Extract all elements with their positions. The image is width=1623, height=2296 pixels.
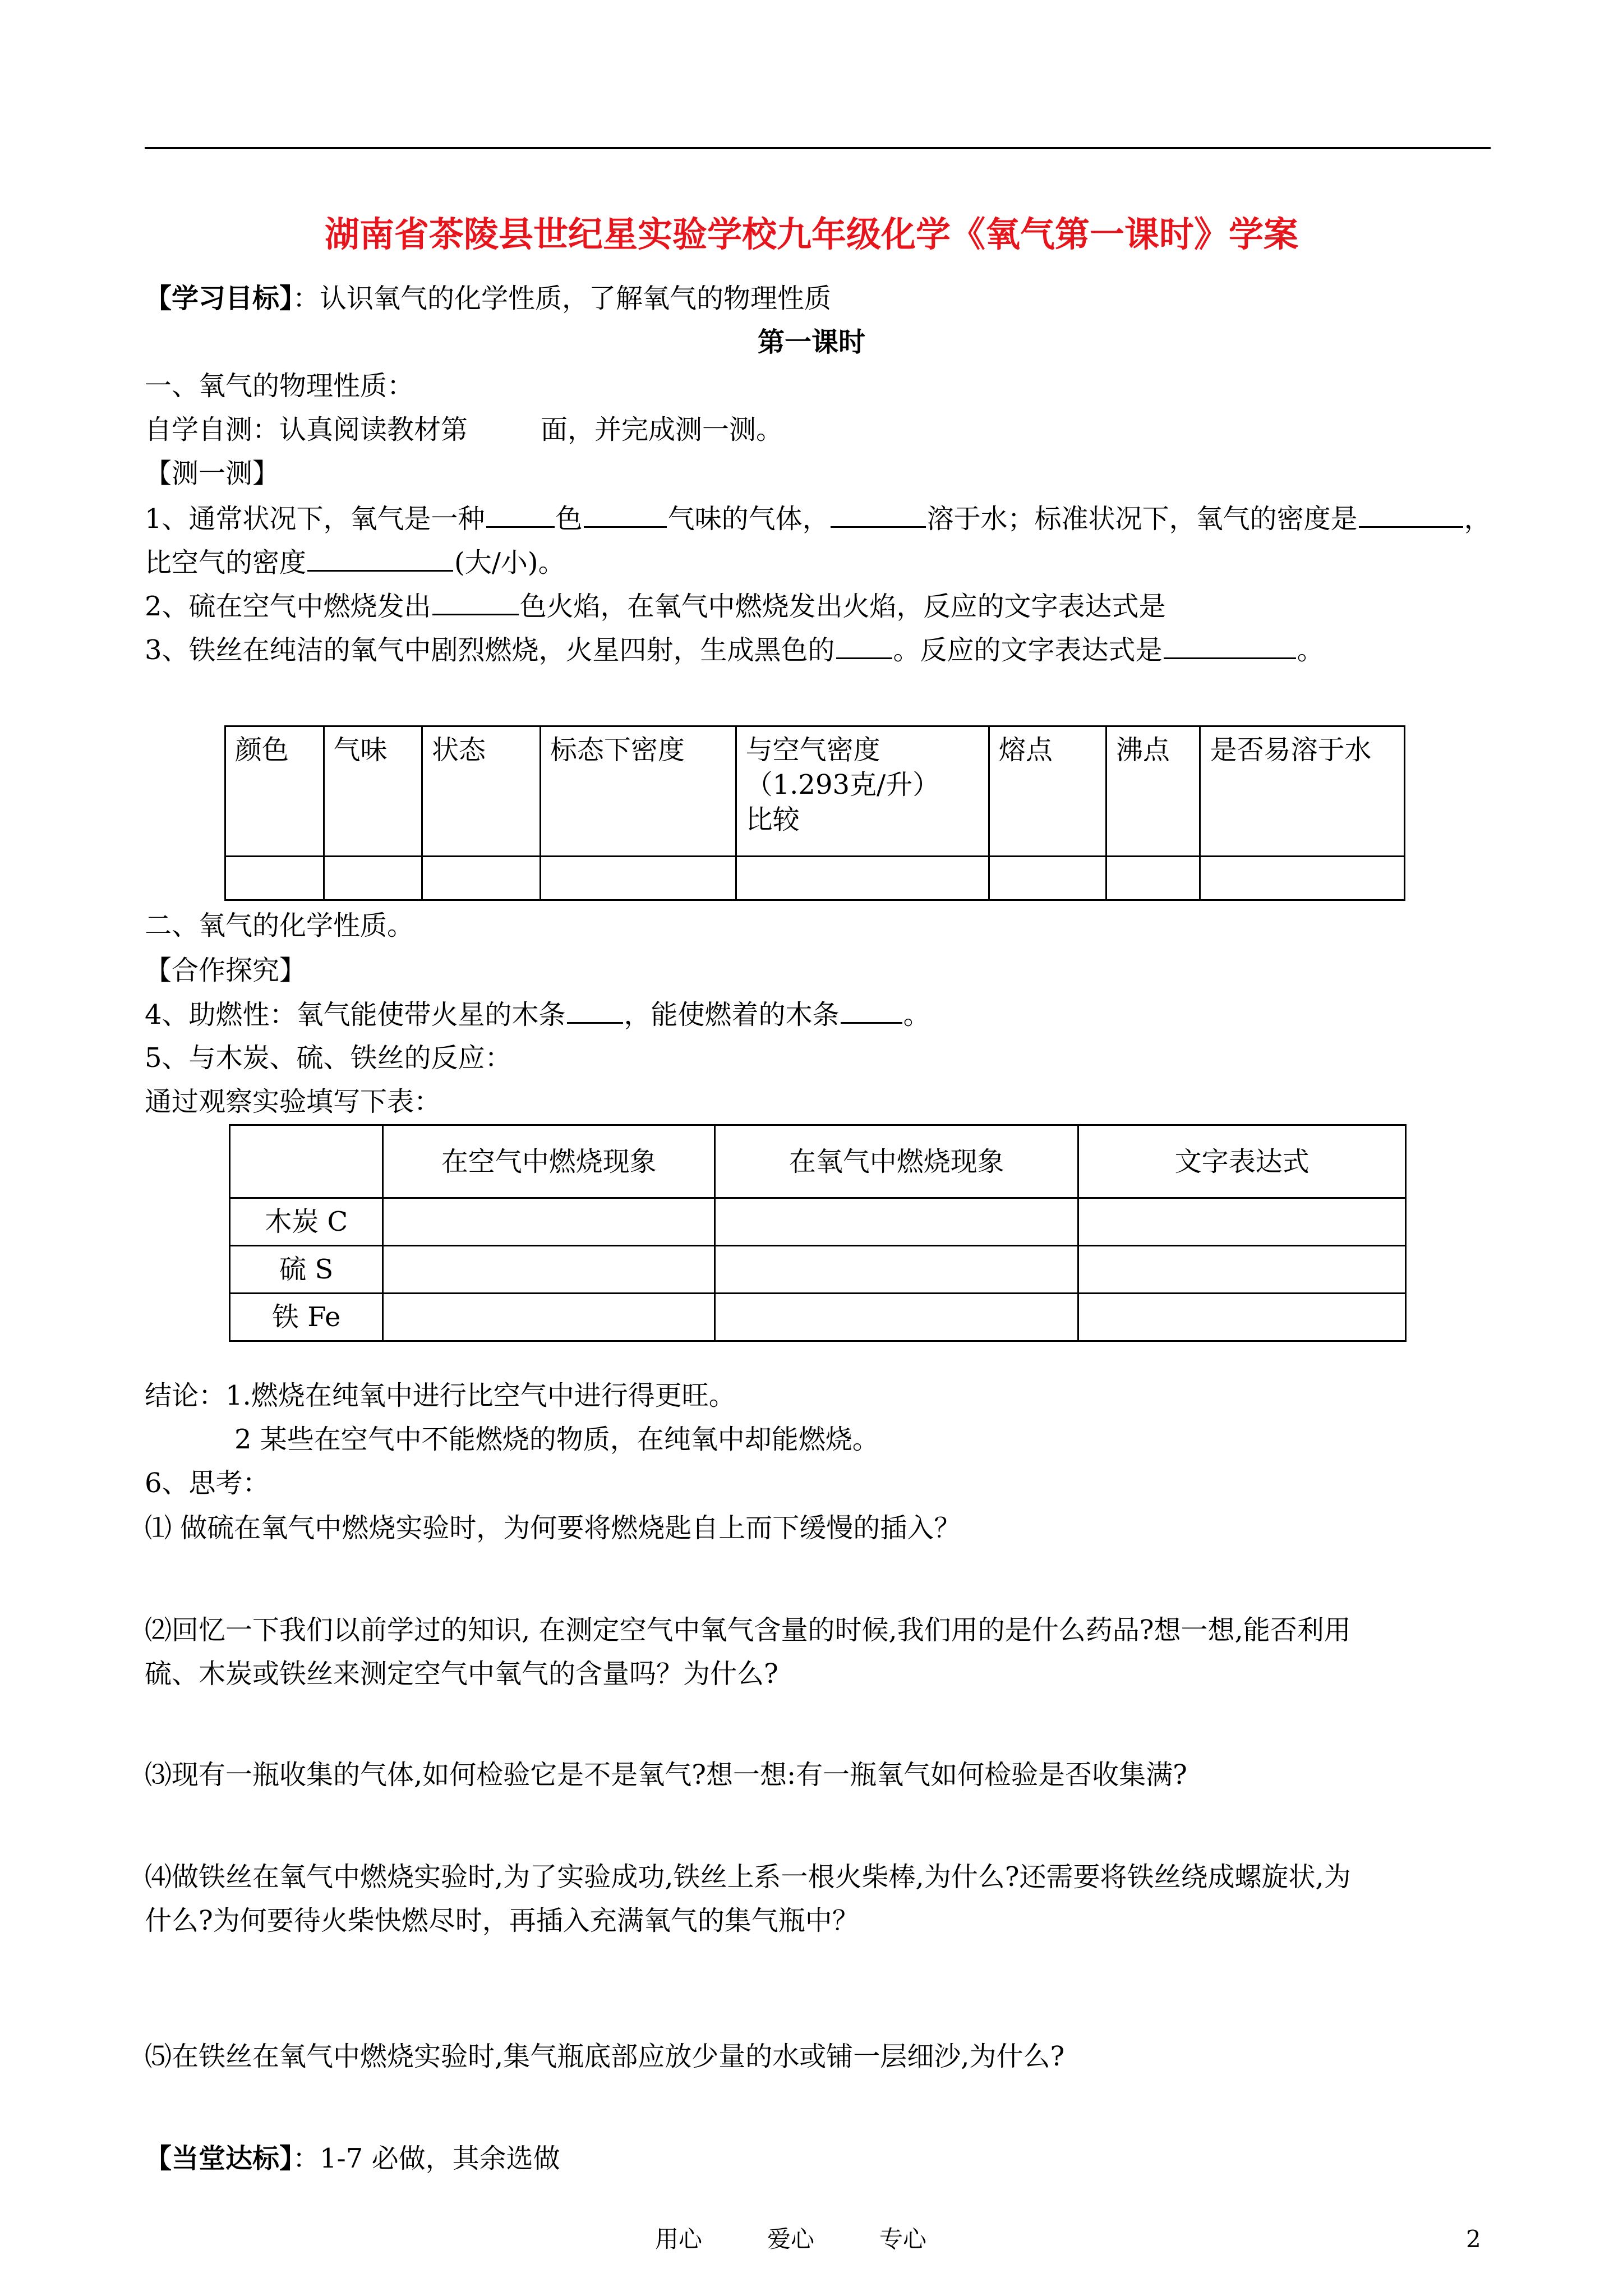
header-solubility: 是否易溶于水 — [1200, 726, 1405, 857]
standard-label: 【当堂达标】 — [145, 2143, 293, 2174]
lesson-heading: 第一课时 — [757, 326, 865, 358]
header-oxygen-phenomenon: 在氧气中燃烧现象 — [715, 1125, 1078, 1198]
page-number: 2 — [1466, 2225, 1481, 2253]
footer-word-2: 爱心 — [767, 2225, 815, 2253]
footer-word-3: 专心 — [879, 2225, 927, 2253]
question-1-line2 — [145, 545, 565, 579]
q1-d: 溶于水；标准状况下，氧气的密度是 — [926, 503, 1358, 535]
cell-melting-point[interactable] — [989, 857, 1106, 900]
row-carbon: 木炭 C — [230, 1198, 383, 1246]
q1-f: 比空气的密度 — [145, 547, 307, 578]
q1-a: 1、通常状况下，氧气是一种 — [145, 503, 485, 535]
header-boiling-point: 沸点 — [1106, 726, 1200, 857]
header-melting-point: 熔点 — [989, 726, 1106, 857]
self-study-a: 自学自测：认真阅读教材第 — [145, 414, 468, 445]
q1-blank-solubility[interactable] — [831, 501, 926, 528]
think-heading: 6、思考： — [145, 1467, 270, 1499]
section1-heading: 一、氧气的物理性质： — [145, 370, 414, 402]
q1-blank-compare[interactable] — [307, 545, 453, 572]
cell-air-density[interactable] — [736, 857, 989, 900]
air-density-line3: 比较 — [745, 804, 800, 835]
cell-std-density[interactable] — [540, 857, 736, 900]
q4-blank-burning[interactable] — [841, 997, 902, 1024]
q1-b: 色 — [555, 503, 583, 535]
q4-b: ，能使燃着的木条 — [624, 999, 840, 1030]
q2-blank-flame[interactable] — [432, 589, 519, 615]
q3-a: 3、铁丝在纯洁的氧气中剧烈燃烧，火星四射，生成黑色的 — [145, 634, 835, 666]
q4-c: 。 — [903, 999, 930, 1030]
self-study-b: 面，并完成测一测。 — [541, 414, 783, 445]
think-1: ⑴ 做硫在氧气中燃烧实验时，为何要将燃烧匙自上而下缓慢的插入？ — [145, 1512, 961, 1544]
observe-instruction: 通过观察实验填写下表： — [145, 1086, 441, 1117]
header-blank — [230, 1125, 383, 1198]
question-1-line1 — [145, 501, 1491, 536]
q1-blank-density[interactable] — [1359, 501, 1463, 528]
header-word-equation: 文字表达式 — [1078, 1125, 1406, 1198]
row-iron: 铁 Fe — [230, 1294, 383, 1341]
standard-line — [145, 2142, 560, 2175]
iron-equation-cell[interactable] — [1078, 1294, 1406, 1341]
question-5: 5、与木炭、硫、铁丝的反应： — [145, 1042, 512, 1074]
carbon-oxygen-cell[interactable] — [715, 1198, 1078, 1246]
q1-g: (大/小)。 — [454, 547, 565, 578]
header-state: 状态 — [422, 726, 541, 857]
footer-word-1: 用心 — [655, 2225, 703, 2253]
coop-heading: 【合作探究】 — [145, 955, 307, 986]
think-2-line2: 硫、木炭或铁丝来测定空气中氧气的含量吗？为什么? — [145, 1658, 778, 1690]
q3-blank-equation[interactable] — [1164, 633, 1296, 659]
q1-blank-odor[interactable] — [584, 501, 667, 528]
q3-blank-product[interactable] — [836, 633, 892, 659]
air-density-line1: 与空气密度 — [745, 734, 880, 766]
question-3 — [145, 633, 1324, 667]
q4-blank-glowing[interactable] — [567, 997, 623, 1024]
test-heading: 【测一测】 — [145, 458, 280, 489]
cell-solubility[interactable] — [1200, 857, 1405, 900]
sulfur-air-cell[interactable] — [383, 1246, 715, 1294]
learning-objective — [145, 282, 831, 315]
combustion-table — [229, 1124, 1407, 1342]
conclusion-2: 2 某些在空气中不能燃烧的物质，在纯氧中却能燃烧。 — [234, 1424, 879, 1455]
q1-blank-color[interactable] — [486, 501, 555, 528]
carbon-equation-cell[interactable] — [1078, 1198, 1406, 1246]
q4-a: 4、助燃性：氧气能使带火星的木条 — [145, 999, 566, 1030]
sulfur-oxygen-cell[interactable] — [715, 1246, 1078, 1294]
cell-state[interactable] — [422, 857, 541, 900]
iron-oxygen-cell[interactable] — [715, 1294, 1078, 1341]
think-3: ⑶现有一瓶收集的气体,如何检验它是不是氧气?想一想:有一瓶氧气如何检验是否收集满? — [145, 1759, 1187, 1791]
q3-b: 。反应的文字表达式是 — [893, 634, 1163, 666]
iron-air-cell[interactable] — [383, 1294, 715, 1341]
think-4-line2: 什么?为何要待火柴快燃尽时，再插入充满氧气的集气瓶中？ — [145, 1905, 859, 1936]
header-odor: 气味 — [324, 726, 422, 857]
standard-text: ：1-7 必做，其余选做 — [293, 2143, 560, 2174]
think-2-line1: ⑵回忆一下我们以前学过的知识, 在测定空气中氧气含量的时候,我们用的是什么药品?想一想,能否利用 — [145, 1614, 1351, 1646]
air-density-line2: （1.293克/升） — [745, 769, 940, 800]
cell-boiling-point[interactable] — [1106, 857, 1200, 900]
header-color: 颜色 — [225, 726, 324, 857]
header-air-phenomenon: 在空气中燃烧现象 — [383, 1125, 715, 1198]
cell-odor[interactable] — [324, 857, 422, 900]
header-rule — [145, 147, 1491, 149]
header-std-density: 标态下密度 — [540, 726, 736, 857]
self-study-line — [145, 413, 783, 447]
page-title: 湖南省茶陵县世纪星实验学校九年级化学《氧气第一课时》学案 — [324, 214, 1298, 255]
physical-properties-table — [224, 725, 1405, 901]
think-4-line1: ⑷做铁丝在氧气中燃烧实验时,为了实验成功,铁丝上系一根火柴棒,为什么?还需要将铁丝绕成螺旋状,为 — [145, 1861, 1351, 1893]
header-air-density — [736, 726, 989, 857]
question-4 — [145, 997, 930, 1032]
q1-c: 气味的气体， — [667, 503, 829, 535]
objective-text: ：认识氧气的化学性质，了解氧气的物理性质 — [293, 283, 832, 314]
q1-e: ， — [1464, 503, 1491, 535]
question-2 — [145, 589, 1166, 623]
carbon-air-cell[interactable] — [383, 1198, 715, 1246]
sulfur-equation-cell[interactable] — [1078, 1246, 1406, 1294]
objective-label: 【学习目标】 — [145, 283, 293, 314]
cell-color[interactable] — [225, 857, 324, 900]
section2-heading: 二、氧气的化学性质。 — [145, 910, 414, 941]
think-5: ⑸在铁丝在氧气中燃烧实验时,集气瓶底部应放少量的水或铺一层细沙,为什么? — [145, 2041, 1065, 2072]
conclusion-1: 结论：1.燃烧在纯氧中进行比空气中进行得更旺。 — [145, 1380, 736, 1411]
row-sulfur: 硫 S — [230, 1246, 383, 1294]
q2-a: 2、硫在空气中燃烧发出 — [145, 591, 431, 622]
q3-c: 。 — [1297, 634, 1324, 666]
q2-b: 色火焰，在氧气中燃烧发出火焰，反应的文字表达式是 — [519, 591, 1166, 622]
